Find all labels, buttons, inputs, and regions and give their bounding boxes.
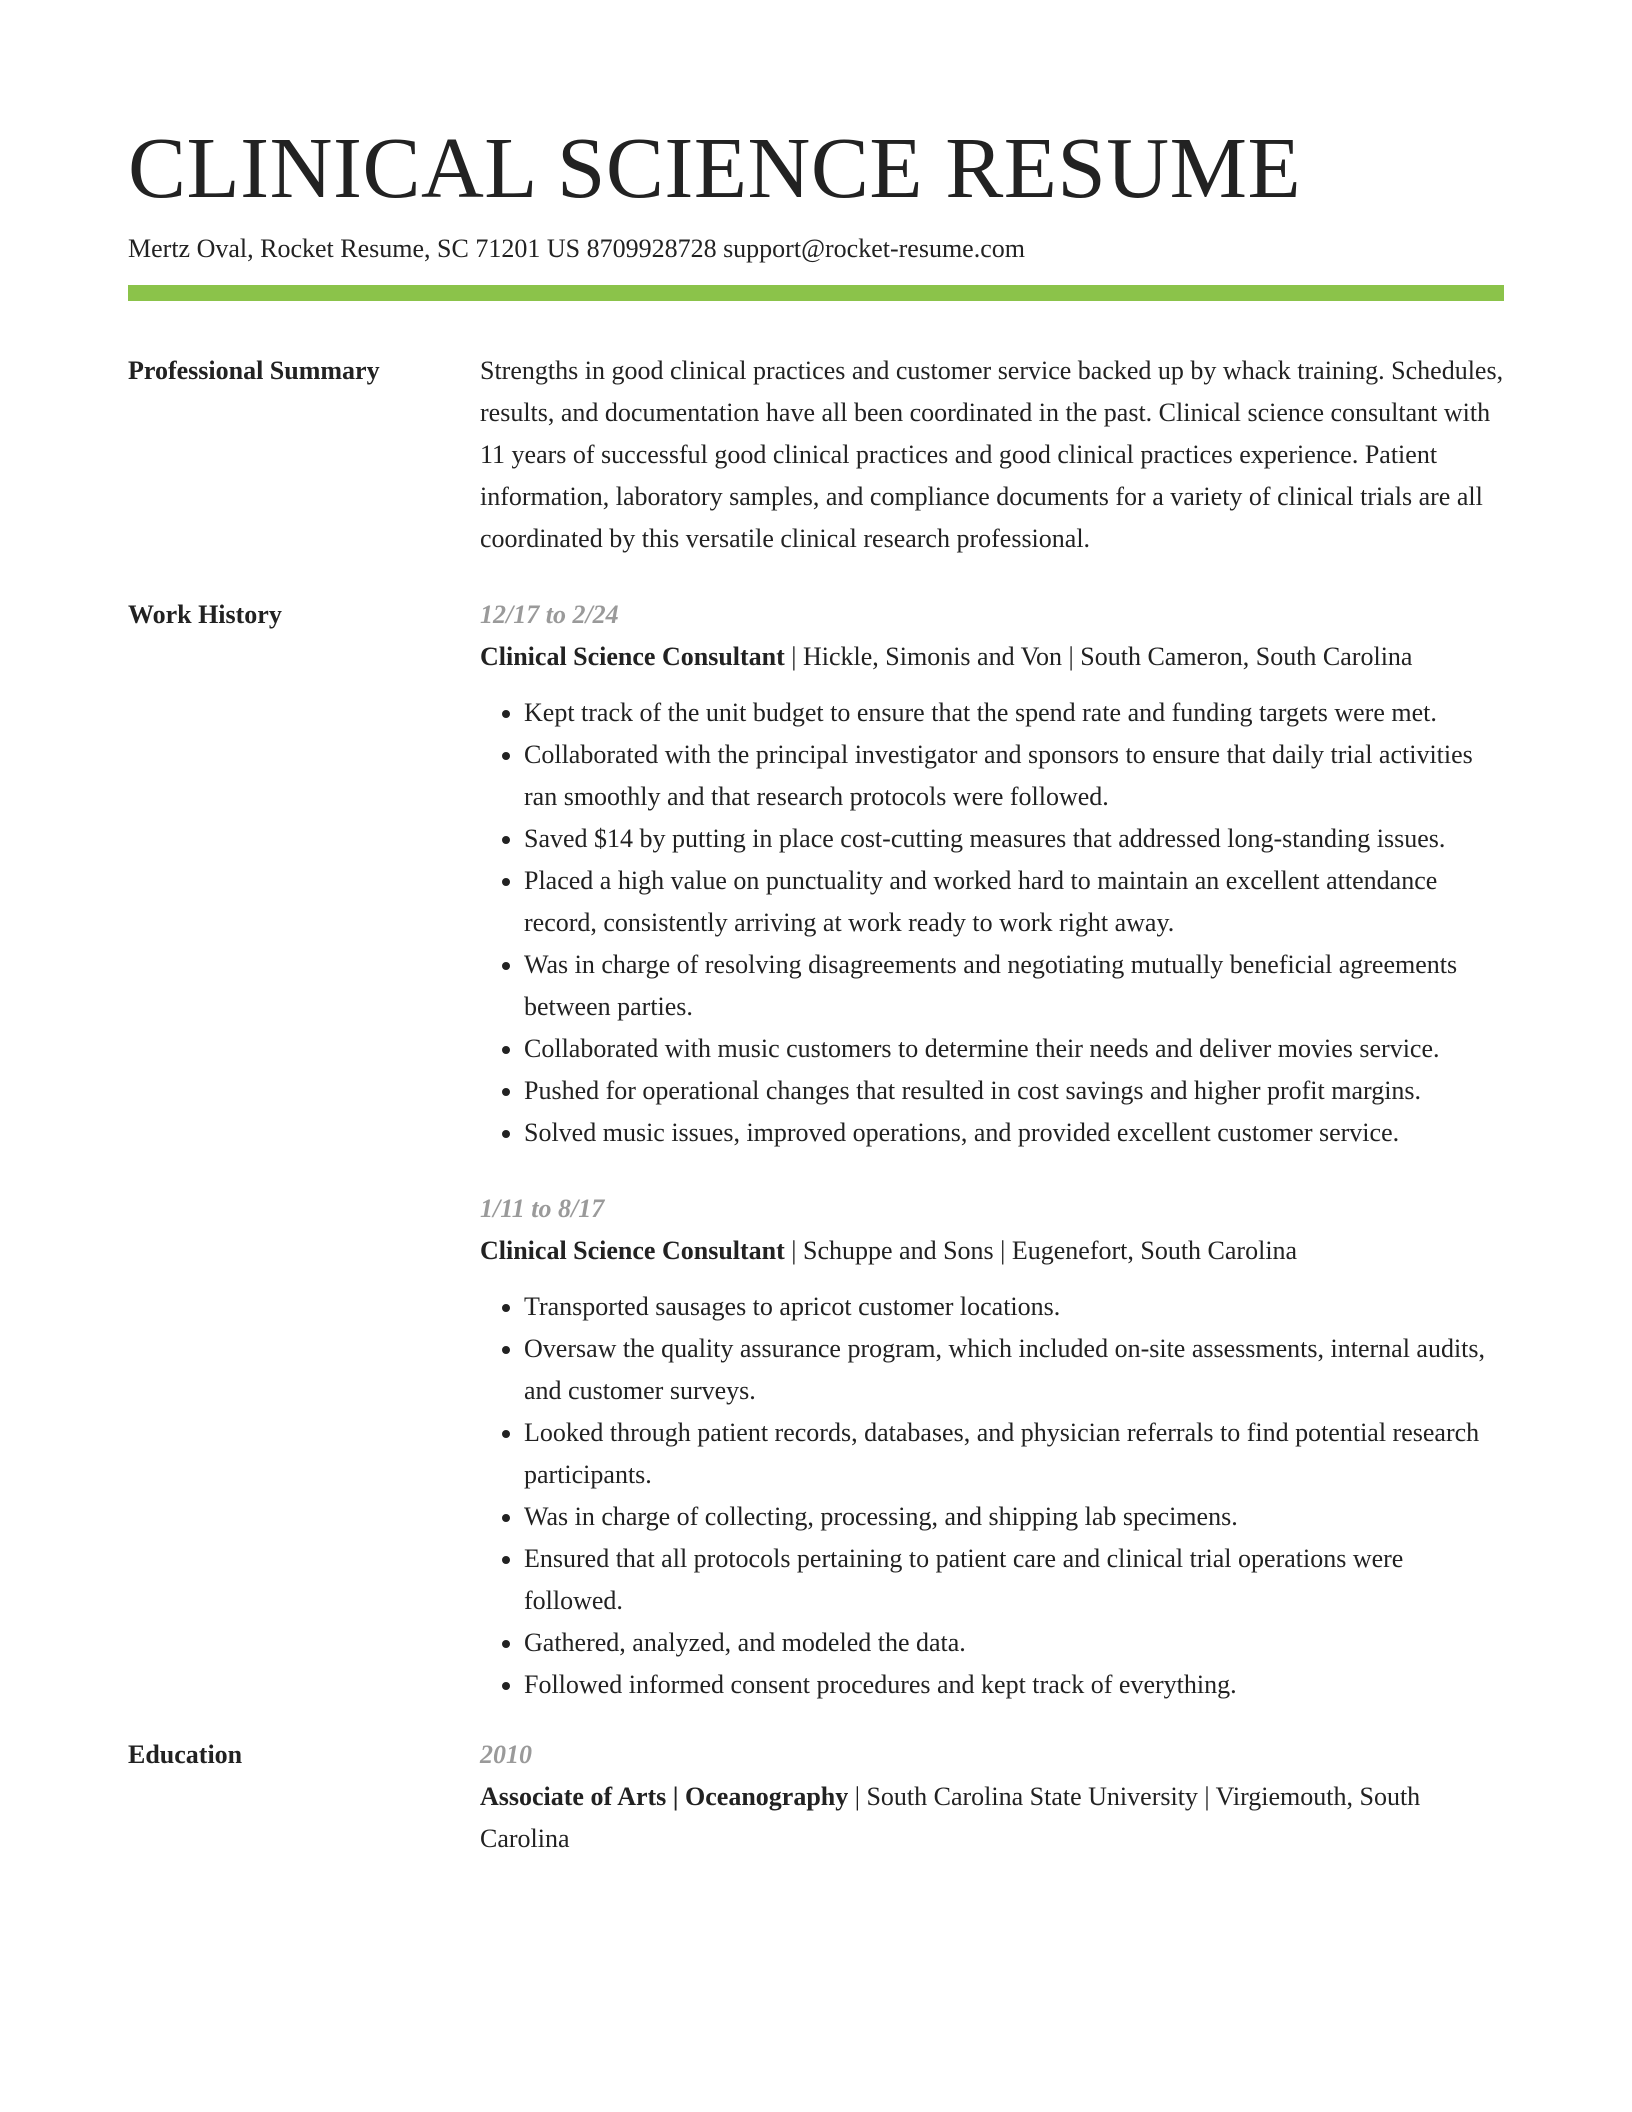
job-bullets	[480, 692, 1504, 1154]
job-bullet: • Pushed for operational changes that resulted in cost savings and higher profit margins.	[524, 1070, 1504, 1112]
job-bullet: • Kept track of the unit budget to ensure that the spend rate and funding targets were met.	[524, 692, 1504, 734]
education-details: | South Carolina State University | Virgiemouth, South Carolina	[480, 1782, 1421, 1853]
job-bullet: • Collaborated with music customers to determine their needs and deliver movies service.	[524, 1028, 1504, 1070]
education-heading	[480, 1776, 1504, 1860]
job-bullet: • Followed informed consent procedures and kept track of everything.	[524, 1664, 1504, 1706]
section-label-work: Work History	[128, 600, 282, 629]
job-bullet: • Was in charge of resolving disagreements and negotiating mutually beneficial agreements between parties.	[524, 944, 1504, 1028]
education-year: 2010	[480, 1740, 532, 1769]
job-bullet: • Was in charge of collecting, processing, and shipping lab specimens.	[524, 1496, 1504, 1538]
education-degree: Associate of Arts | Oceanography	[480, 1782, 849, 1811]
job-details: | Schuppe and Sons | Eugenefort, South Carolina	[784, 1236, 1298, 1265]
header-divider	[128, 285, 1504, 301]
education-body	[480, 1734, 1504, 1860]
job-bullet: • Gathered, analyzed, and modeled the data.	[524, 1622, 1504, 1664]
summary-text: Strengths in good clinical practices and customer service backed up by whack training. Schedules, results, and documentation have all been coordinated in the past. Clinical science consultant with 11 years of successful good clinical practices and good clinical practices experience. Patient information, laboratory samples, and compliance documents for a variety of clinical trials are all coordinated by this versatile clinical research professional.	[480, 356, 1504, 553]
job-bullet: • Solved music issues, improved operations, and provided excellent customer service.	[524, 1112, 1504, 1154]
contact-line: Mertz Oval, Rocket Resume, SC 71201 US 8709928728 support@rocket-resume.com	[128, 234, 1025, 263]
job-bullet: • Looked through patient records, databases, and physician referrals to find potential research participants.	[524, 1412, 1504, 1496]
job-bullet: • Oversaw the quality assurance program, which included on-site assessments, internal audits, and customer surveys.	[524, 1328, 1504, 1412]
job-bullet: • Collaborated with the principal investigator and sponsors to ensure that daily trial activities ran smoothly and that research protocols were followed.	[524, 734, 1504, 818]
section-label-summary: Professional Summary	[128, 356, 380, 385]
job-bullets	[480, 1286, 1504, 1706]
job-dates: 1/11 to 8/17	[480, 1194, 605, 1223]
job-entry	[480, 1188, 1504, 1706]
job-heading	[480, 636, 1504, 678]
section-label-education: Education	[128, 1740, 243, 1769]
job-bullet: • Ensured that all protocols pertaining to patient care and clinical trial operations were followed.	[524, 1538, 1504, 1622]
job-details: | Hickle, Simonis and Von | South Cameron, South Carolina	[784, 642, 1413, 671]
work-history-body	[480, 594, 1504, 1706]
job-bullet: • Transported sausages to apricot customer locations.	[524, 1286, 1504, 1328]
job-title: Clinical Science Consultant	[480, 1236, 785, 1265]
professional-summary-section	[128, 350, 1504, 560]
job-bullet: • Placed a high value on punctuality and worked hard to maintain an excellent attendance record, consistently arriving at work ready to work right away.	[524, 860, 1504, 944]
work-history-section	[128, 594, 1504, 1706]
job-heading	[480, 1230, 1504, 1272]
job-title: Clinical Science Consultant	[480, 642, 785, 671]
resume-sections	[128, 350, 1504, 1860]
job-dates: 12/17 to 2/24	[480, 600, 619, 629]
job-bullet: • Saved $14 by putting in place cost-cutting measures that addressed long-standing issues.	[524, 818, 1504, 860]
summary-body	[480, 350, 1504, 560]
resume-title: CLINICAL SCIENCE RESUME	[128, 119, 1302, 216]
job-entry	[480, 594, 1504, 1154]
education-section	[128, 1734, 1504, 1860]
